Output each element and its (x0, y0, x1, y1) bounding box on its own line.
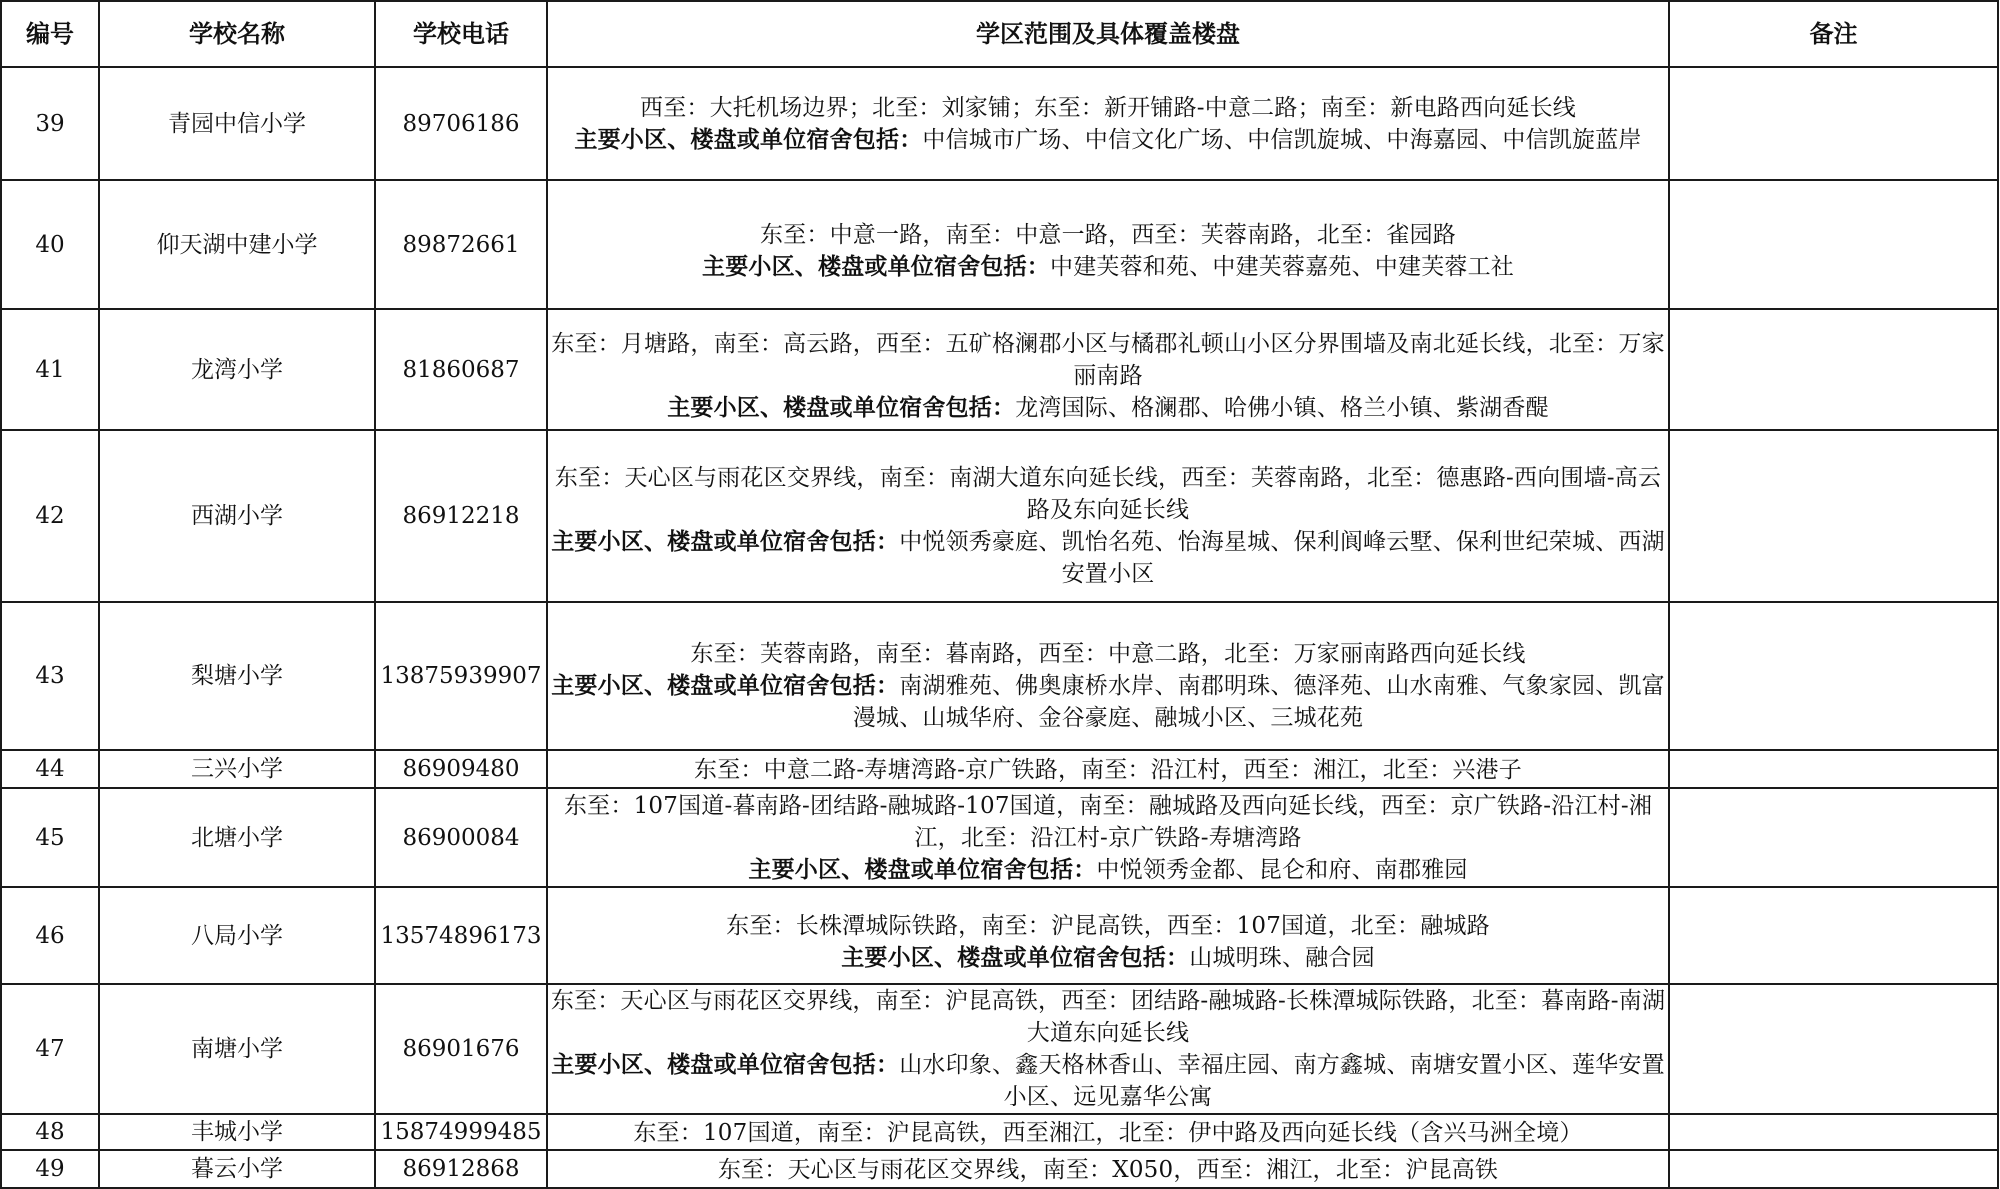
cell-school-name: 暮云小学 (99, 1150, 375, 1188)
estates-label: 主要小区、楼盘或单位宿舍包括： (551, 529, 900, 555)
boundary-text: 东至：天心区与雨花区交界线，南至：X050，西至：湘江，北至：沪昆高铁 (717, 1156, 1499, 1183)
cell-note (1669, 309, 1998, 430)
estates-label: 主要小区、楼盘或单位宿舍包括： (551, 673, 900, 699)
boundary-text: 东至：天心区与雨花区交界线，南至：沪昆高铁，西至：团结路-融城路-长株潭城际铁路，北至：暮南路-南湖大道东向延长线 (550, 988, 1666, 1046)
cell-school-name: 北塘小学 (99, 788, 375, 887)
estates-label: 主要小区、楼盘或单位宿舍包括： (551, 1052, 900, 1078)
estates-text: 中信城市广场、中信文化广场、中信凯旋城、中海嘉园、中信凯旋蓝岸 (922, 126, 1642, 153)
cell-district-range (547, 1114, 1669, 1150)
header-note: 备注 (1669, 1, 1998, 67)
estates-label: 主要小区、楼盘或单位宿舍包括： (748, 857, 1097, 883)
cell-district-range (547, 180, 1669, 309)
cell-school-phone: 86909480 (375, 750, 547, 788)
cell-school-phone: 86901676 (375, 984, 547, 1114)
cell-note (1669, 750, 1998, 788)
cell-district-range (547, 1150, 1669, 1188)
estates-text: 中悦领秀金都、昆仑和府、南郡雅园 (1096, 857, 1468, 883)
cell-school-name: 仰天湖中建小学 (99, 180, 375, 309)
cell-note (1669, 180, 1998, 309)
cell-school-phone: 86912218 (375, 430, 547, 602)
boundary-text: 东至：天心区与雨花区交界线，南至：南湖大道东向延长线，西至：芙蓉南路，北至：德惠路-西向围墙-高云路及东向延长线 (554, 465, 1662, 523)
cell-id: 41 (1, 309, 99, 430)
cell-id: 45 (1, 788, 99, 887)
cell-school-phone: 13875939907 (375, 602, 547, 750)
cell-note (1669, 602, 1998, 750)
cell-school-name: 丰城小学 (99, 1114, 375, 1150)
cell-school-name: 西湖小学 (99, 430, 375, 602)
cell-note (1669, 1114, 1998, 1150)
cell-note (1669, 887, 1998, 984)
table-row (1, 750, 1998, 788)
cell-district-range (547, 430, 1669, 602)
table-row (1, 1150, 1998, 1188)
cell-id: 40 (1, 180, 99, 309)
cell-id: 42 (1, 430, 99, 602)
cell-school-phone: 89706186 (375, 67, 547, 180)
boundary-text: 西至：大托机场边界；北至：刘家铺；东至：新开铺路-中意二路；南至：新电路西向延长线 (640, 94, 1576, 121)
cell-district-range (547, 984, 1669, 1114)
estates-text: 龙湾国际、格澜郡、哈佛小镇、格兰小镇、紫湖香醍 (1015, 394, 1549, 421)
boundary-text: 东至：月塘路，南至：高云路，西至：五矿格澜郡小区与橘郡礼顿山小区分界围墙及南北延长线，北至：万家丽南路 (551, 330, 1665, 389)
estates-text: 南湖雅苑、佛奥康桥水岸、南郡明珠、德泽苑、山水南雅、气象家园、凯富漫城、山城华府、金谷豪庭、融城小区、三城花苑 (852, 673, 1665, 731)
table-row (1, 1114, 1998, 1150)
estates-text: 中悦领秀豪庭、凯怡名苑、怡海星城、保利阆峰云墅、保利世纪荣城、西湖安置小区 (899, 529, 1665, 587)
cell-note (1669, 1150, 1998, 1188)
cell-id: 47 (1, 984, 99, 1114)
estates-label: 主要小区、楼盘或单位宿舍包括： (574, 126, 923, 153)
cell-school-phone: 89872661 (375, 180, 547, 309)
table-row (1, 309, 1998, 430)
cell-id: 44 (1, 750, 99, 788)
estates-label: 主要小区、楼盘或单位宿舍包括： (667, 394, 1016, 421)
estates-text: 山水印象、鑫天格林香山、幸福庄园、南方鑫城、南塘安置小区、莲华安置小区、远见嘉华公寓 (899, 1052, 1665, 1110)
cell-district-range (547, 788, 1669, 887)
cell-note (1669, 430, 1998, 602)
estates-text: 中建芙蓉和苑、中建芙蓉嘉苑、中建芙蓉工社 (1050, 253, 1514, 280)
cell-school-name: 八局小学 (99, 887, 375, 984)
table-row (1, 180, 1998, 309)
estates-text: 山城明珠、融合园 (1189, 944, 1375, 971)
header-school-phone: 学校电话 (375, 1, 547, 67)
header-district-range: 学区范围及具体覆盖楼盘 (547, 1, 1669, 67)
cell-id: 49 (1, 1150, 99, 1188)
cell-school-phone: 86912868 (375, 1150, 547, 1188)
boundary-text: 东至：107国道-暮南路-团结路-融城路-107国道，南至：融城路及西向延长线，西至：京广铁路-沿江村-湘江，北至：沿江村-京广铁路-寿塘湾路 (563, 793, 1653, 851)
table-row (1, 788, 1998, 887)
header-id: 编号 (1, 1, 99, 67)
cell-id: 43 (1, 602, 99, 750)
cell-school-phone: 86900084 (375, 788, 547, 887)
header-school-name: 学校名称 (99, 1, 375, 67)
cell-district-range (547, 887, 1669, 984)
cell-school-name: 龙湾小学 (99, 309, 375, 430)
cell-note (1669, 984, 1998, 1114)
cell-school-phone: 81860687 (375, 309, 547, 430)
cell-school-phone: 13574896173 (375, 887, 547, 984)
header-row (1, 1, 1998, 67)
cell-school-name: 梨塘小学 (99, 602, 375, 750)
table-row (1, 887, 1998, 984)
cell-id: 48 (1, 1114, 99, 1150)
boundary-text: 东至：长株潭城际铁路，南至：沪昆高铁，西至：107国道，北至：融城路 (726, 912, 1490, 939)
table-row (1, 430, 1998, 602)
boundary-text: 东至：中意一路，南至：中意一路，西至：芙蓉南路，北至：雀园路 (760, 221, 1456, 248)
estates-label: 主要小区、楼盘或单位宿舍包括： (702, 253, 1050, 280)
table-row (1, 602, 1998, 750)
cell-school-name: 青园中信小学 (99, 67, 375, 180)
cell-school-name: 南塘小学 (99, 984, 375, 1114)
cell-district-range (547, 67, 1669, 180)
boundary-text: 东至：107国道，南至：沪昆高铁，西至湘江，北至：伊中路及西向延长线（含兴马洲全境） (633, 1119, 1583, 1146)
cell-district-range (547, 602, 1669, 750)
table-row (1, 67, 1998, 180)
boundary-text: 东至：芙蓉南路，南至：暮南路，西至：中意二路，北至：万家丽南路西向延长线 (690, 641, 1526, 667)
table-row (1, 984, 1998, 1114)
cell-id: 46 (1, 887, 99, 984)
cell-note (1669, 788, 1998, 887)
cell-district-range (547, 750, 1669, 788)
boundary-text: 东至：中意二路-寿塘湾路-京广铁路，南至：沿江村，西至：湘江，北至：兴港子 (694, 757, 1522, 783)
cell-district-range (547, 309, 1669, 430)
cell-note (1669, 67, 1998, 180)
cell-school-phone: 15874999485 (375, 1114, 547, 1150)
cell-id: 39 (1, 67, 99, 180)
cell-school-name: 三兴小学 (99, 750, 375, 788)
estates-label: 主要小区、楼盘或单位宿舍包括： (841, 944, 1190, 971)
